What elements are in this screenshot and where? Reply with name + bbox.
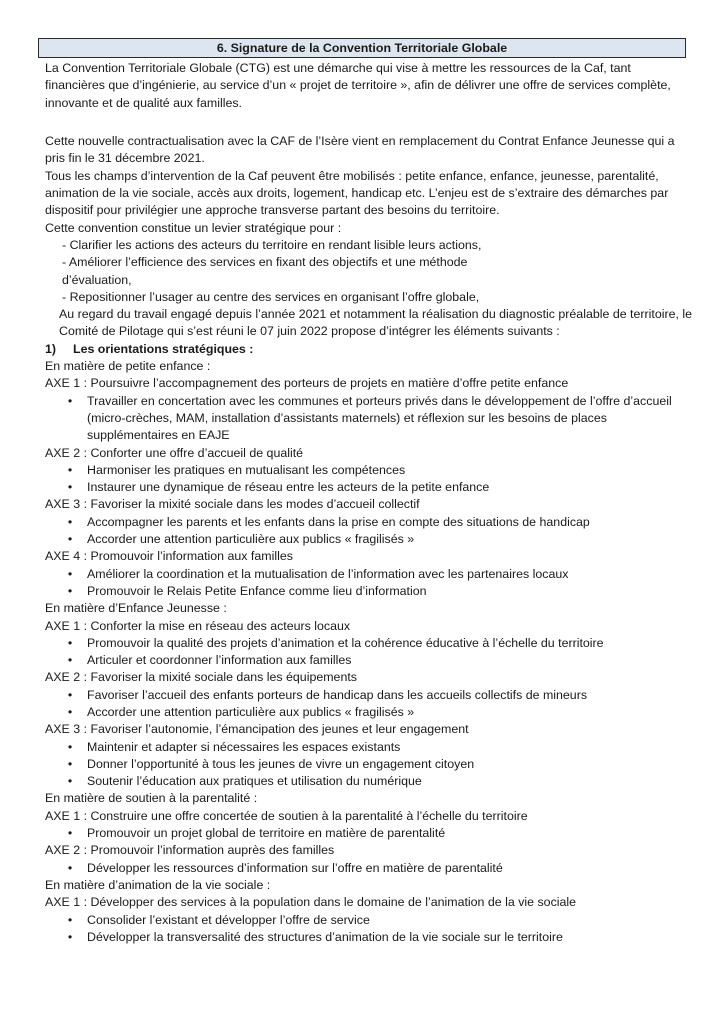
bullet-icon: •	[67, 532, 73, 547]
orientations-heading	[45, 341, 693, 358]
lever-item: - Clarifier les actions des acteurs du territoire en rendant lisible leurs actions,	[62, 237, 482, 252]
domain-heading: En matière d’animation de la vie sociale :	[45, 877, 271, 892]
bullet-icon: •	[67, 635, 73, 650]
bullet-text: Améliorer la coordination et la mutualisation de l’information avec les partenaires locaux	[87, 566, 569, 581]
bullet-text: Travailler en concertation avec les communes et porteurs privés dans le développement de l’offre d’accueil (micro-crèches, MAM, installation d’assistants maternels) et réflexion sur les besoins de places supplémentaires en EAJE	[87, 393, 672, 443]
bullet-text: Donner l’opportunité à tous les jeunes de vivre un engagement citoyen	[87, 756, 475, 771]
axis-bullet-list	[45, 462, 693, 497]
intro-paragraph: La Convention Territoriale Globale (CTG) est une démarche qui vise à mettre les ressources de la Caf, tant financières que d’ingénierie, au service d’un « projet de territoire », afin de délivrer une offre de services complète, innovante et de qualité aux familles.	[45, 61, 671, 110]
bullet-item	[45, 739, 693, 756]
bullet-text: Maintenir et adapter si nécessaires les espaces existants	[87, 739, 401, 754]
bullet-icon: •	[67, 929, 73, 944]
axis-heading: AXE 4 : Promouvoir l’information aux familles	[45, 549, 293, 564]
bullet-text: Consolider l’existant et développer l’offre de service	[87, 912, 370, 927]
document-body	[45, 60, 693, 946]
bullet-text: Promouvoir la qualité des projets d’animation et la cohérence éducative à l’échelle du territoire	[87, 635, 604, 650]
axis-bullet-list	[45, 514, 693, 549]
bullet-icon: •	[67, 480, 73, 495]
lever-paragraph: Cette convention constitue un levier stratégique pour :	[45, 220, 342, 235]
bullet-item	[45, 531, 693, 548]
bullet-icon: •	[67, 566, 73, 581]
axis-heading: AXE 3 : Favoriser la mixité sociale dans les modes d’accueil collectif	[45, 497, 420, 512]
heading-number: 1)	[45, 341, 57, 356]
bullet-item	[45, 825, 693, 842]
bullet-icon: •	[67, 860, 73, 875]
contract-paragraph: Cette nouvelle contractualisation avec la CAF de l’Isère vient en remplacement du Contrat Enfance Jeunesse qui a pris fin le 31 décembre 2021.	[45, 134, 675, 166]
lever-item: - Améliorer l’efficience des services en fixant des objectifs et une méthode	[62, 255, 468, 270]
bullet-text: Instaurer une dynamique de réseau entre les acteurs de la petite enfance	[87, 480, 490, 495]
bullet-item	[45, 566, 693, 583]
bullet-item	[45, 756, 693, 773]
bullet-icon: •	[67, 912, 73, 927]
domain-heading: En matière de soutien à la parentalité :	[45, 791, 258, 806]
context-paragraph: Au regard du travail engagé depuis l’année 2021 et notamment la réalisation du diagnostic préalable de territoire, le Comité de Pilotage qui s’est réuni le 07 juin 2022 propose d’intégrer les éléments suivants :	[59, 307, 693, 339]
bullet-text: Promouvoir le Relais Petite Enfance comme lieu d’information	[87, 583, 427, 598]
bullet-item	[45, 860, 693, 877]
lever-item: - Repositionner l’usager au centre des services en organisant l’offre globale,	[62, 289, 480, 304]
axis-heading: AXE 2 : Favoriser la mixité sociale dans les équipements	[45, 670, 357, 685]
bullet-text: Accompagner les parents et les enfants dans la prise en compte des situations de handicap	[87, 514, 590, 529]
bullet-text: Accorder une attention particulière aux publics « fragilisés »	[87, 532, 415, 547]
axis-bullet-list	[45, 393, 693, 445]
bullet-icon: •	[67, 583, 73, 598]
bullet-icon: •	[67, 687, 73, 702]
bullet-item	[45, 652, 693, 669]
bullet-icon: •	[67, 393, 73, 408]
bullet-text: Soutenir l’éducation aux pratiques et utilisation du numérique	[87, 774, 422, 789]
bullet-item	[45, 583, 693, 600]
bullet-item	[45, 514, 693, 531]
bullet-icon: •	[67, 739, 73, 754]
bullet-item	[45, 912, 693, 929]
axis-heading: AXE 1 : Construire une offre concertée de soutien à la parentalité à l’échelle du territoire	[45, 808, 528, 823]
axis-bullet-list	[45, 825, 693, 842]
bullet-icon: •	[67, 774, 73, 789]
bullet-item	[45, 462, 693, 479]
bullet-icon: •	[67, 514, 73, 529]
axis-heading: AXE 2 : Conforter une offre d’accueil de qualité	[45, 445, 304, 460]
axis-heading: AXE 1 : Développer des services à la population dans le domaine de l’animation de la vie sociale	[45, 895, 577, 910]
axis-heading: AXE 1 : Conforter la mise en réseau des acteurs locaux	[45, 618, 351, 633]
bullet-item	[45, 929, 693, 946]
heading-label: Les orientations stratégiques :	[73, 341, 254, 356]
axis-bullet-list	[45, 687, 693, 722]
section-title: 6. Signature de la Convention Territoriale Globale	[38, 38, 686, 58]
domain-heading: En matière de petite enfance :	[45, 359, 211, 374]
bullet-text: Accorder une attention particulière aux publics « fragilisés »	[87, 704, 415, 719]
axis-bullet-list	[45, 912, 693, 947]
bullet-text: Harmoniser les pratiques en mutualisant les compétences	[87, 462, 406, 477]
axis-bullet-list	[45, 860, 693, 877]
axis-heading: AXE 3 : Favoriser l’autonomie, l’émancipation des jeunes et leur engagement	[45, 722, 469, 737]
bullet-text: Articuler et coordonner l’information aux familles	[87, 653, 352, 668]
axis-bullet-list	[45, 635, 693, 670]
fields-paragraph: Tous les champs d’intervention de la Caf peuvent être mobilisés : petite enfance, enfance, jeunesse, parentalité, animation de la vie sociale, accès aux droits, logement, handicap etc. L’enjeu est de s’extraire des démarches par dispositif pour privilégier une approche transverse partant des besoins du territoire.	[45, 168, 669, 218]
bullet-item	[45, 479, 693, 496]
bullet-icon: •	[67, 756, 73, 771]
bullet-item	[45, 704, 693, 721]
bullet-text: Développer les ressources d’information sur l’offre en matière de parentalité	[87, 860, 503, 875]
lever-item-continuation: d’évaluation,	[62, 272, 132, 287]
bullet-icon: •	[67, 704, 73, 719]
axis-bullet-list	[45, 739, 693, 791]
axis-heading: AXE 2 : Promouvoir l’information auprès des familles	[45, 843, 335, 858]
bullet-item	[45, 393, 693, 445]
axis-heading: AXE 1 : Poursuivre l’accompagnement des porteurs de projets en matière d’offre petite enfance	[45, 376, 569, 391]
paragraph-spacer	[45, 112, 693, 129]
bullet-text: Développer la transversalité des structures d’animation de la vie sociale sur le territoire	[87, 929, 563, 944]
bullet-item	[45, 635, 693, 652]
bullet-item	[45, 773, 693, 790]
bullet-item	[45, 687, 693, 704]
bullet-text: Favoriser l’accueil des enfants porteurs de handicap dans les accueils collectifs de mineurs	[87, 687, 588, 702]
bullet-icon: •	[67, 462, 73, 477]
domains-list	[45, 358, 693, 946]
bullet-text: Promouvoir un projet global de territoire en matière de parentalité	[87, 826, 446, 841]
domain-heading: En matière d’Enfance Jeunesse :	[45, 601, 227, 616]
axis-bullet-list	[45, 566, 693, 601]
bullet-icon: •	[67, 653, 73, 668]
bullet-icon: •	[67, 826, 73, 841]
